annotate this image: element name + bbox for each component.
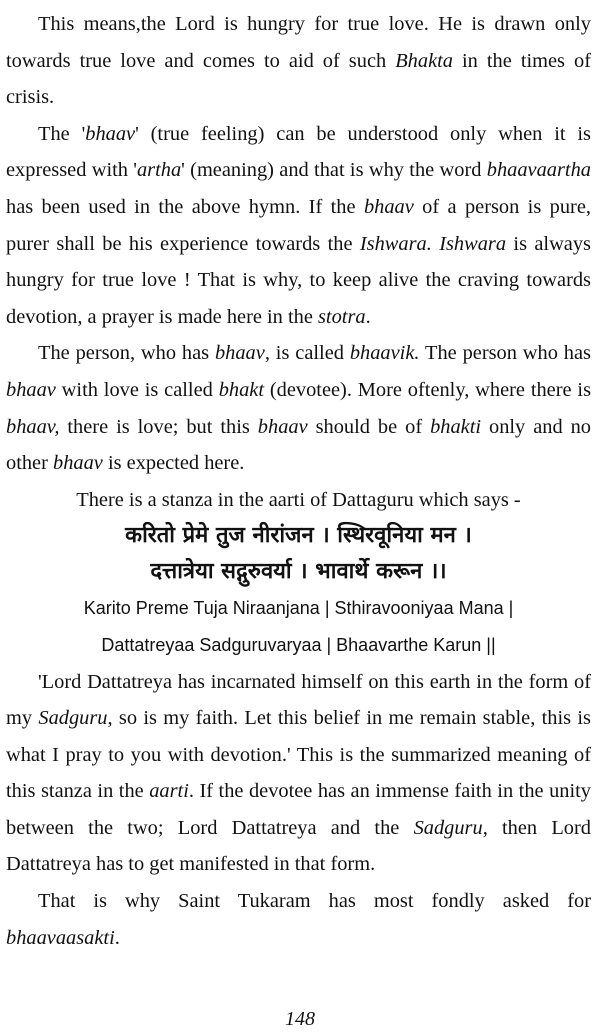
italic-term: bhaavaasakti [6,926,115,949]
italic-term: aarti [149,780,189,803]
italic-term: stotra [317,305,366,328]
text-run: . [114,926,120,949]
italic-term: Sadguru [413,816,483,839]
text-run: ' (meaning) and that is why the word [181,159,487,182]
italic-term: Bhakta [395,49,453,72]
text-run: . If the devotee has an immense faith in the unity between the two; Lord Dattatreya and the [6,780,591,839]
text-run: with love is called [55,378,219,401]
text-run: ' (true feeling) can be understood only when it is expressed with ' [6,122,591,182]
devanagari-line-2: दत्तात्रेया सद्गुरुवर्या । भावार्थे करून ।। [150,559,447,585]
italic-term: bhaav [6,378,56,401]
stanza-intro: There is a stanza in the aarti of Dattaguru which says - [76,488,521,511]
italic-term: Sadguru [38,707,108,730]
italic-term: bhaav [257,415,308,438]
text-run: , is called [264,342,350,365]
transliteration-line-2: Dattatreyaa Sadguruvaryaa | Bhaavarthe Karun || [101,634,496,655]
text-run: there is love; but this [59,415,258,438]
italic-term: bhaav [85,122,136,145]
text-run: only and no other [6,415,591,475]
text-run: This means,the Lord is hungry for true love. He is drawn only towards true love and comes to aid of such [6,13,591,72]
text-run: That is why Saint Tukaram has most fondly asked for [38,890,591,913]
italic-term: artha [136,159,182,182]
transliteration-line-1: Karito Preme Tuja Niraanjana | Sthiravooniyaa Mana | [83,598,514,619]
italic-term: bhaav [214,342,265,365]
italic-term: bhaavaartha [486,159,591,182]
italic-term: Ishwara. [359,232,432,255]
devanagari-line-1: करितो प्रेमे तुज नीरांजन । स्थिरवूनिया मन । [125,523,472,549]
paragraph-1 [6,6,591,116]
italic-term: bhakt [218,378,265,401]
paragraph-5 [6,883,591,956]
paragraph-3 [6,335,591,481]
text-run: is expected here. [102,452,245,475]
text-run: . [365,305,371,328]
text-run: The ' [38,122,86,145]
text-run: The person who has [419,342,591,365]
paragraph-2 [6,116,591,336]
text-run: has been used in the above hymn. If the [6,195,364,218]
paragraph-4 [6,664,591,884]
text-run: , so is my faith. Let this belief in me remain stable, this is what I pray to you with devotion.' This is the summarized meaning of this stanza in the [6,707,591,803]
text-run: in the times of crisis. [6,49,591,109]
text-run: of a person is pure, purer shall be his experience towards the [6,195,591,255]
text-run: (devotee). More oftenly, where there is [264,378,592,401]
text-run: , then Lord Dattatreya has to get manifested in that form. [6,816,591,876]
italic-term: bhaav [363,195,414,218]
text-run: 'Lord Dattatreya has incarnated himself on this earth in the form of my [6,670,591,730]
italic-term: bhakti [430,415,482,438]
page-number: 148 [285,1008,315,1030]
italic-term: Ishwara [439,232,507,255]
italic-term: bhaavik. [349,342,420,365]
text-run: should be of [307,415,431,438]
italic-term: bhaav, [6,415,60,438]
text-run: is always hungry for true love ! That is why, to keep alive the craving towards devotion, a prayer is made here in the [6,232,591,328]
italic-term: bhaav [53,452,103,475]
text-run: The person, who has [38,342,215,365]
